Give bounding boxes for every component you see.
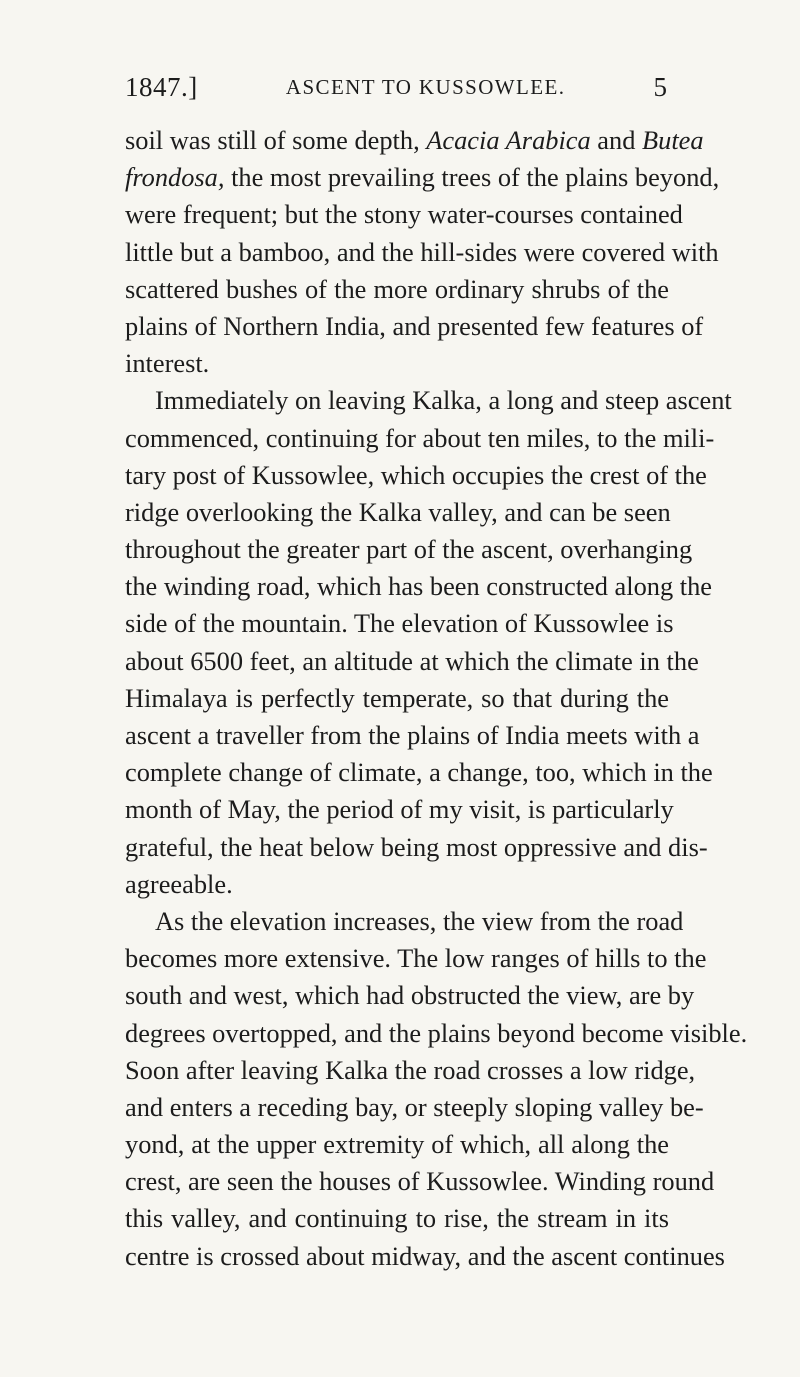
text-run: scattered bushes of the more ordinary shrubs of the: [125, 273, 669, 304]
body-text: [125, 122, 748, 1275]
text-line: [125, 196, 683, 233]
text-run: and enters a receding bay, or steeply sloping valley be-: [125, 1091, 704, 1122]
italic-text: Acacia Arabica: [426, 125, 591, 155]
text-run: crest, are seen the houses of Kussowlee. Winding round: [125, 1166, 715, 1197]
text-line: [125, 382, 732, 419]
text-line: [125, 568, 713, 605]
text-line: [125, 605, 674, 642]
italic-text: frondosa,: [125, 162, 225, 193]
text-line: [125, 643, 699, 680]
text-line: [125, 345, 669, 382]
text-run: month of May, the period of my visit, is particularly: [125, 794, 674, 825]
text-run: commenced, continuing for about ten miles, to the mili-: [125, 422, 715, 453]
text-run: tary post of Kussowlee, which occupies the crest of the: [125, 459, 707, 490]
text-line: [125, 234, 719, 271]
text-line: [125, 1052, 696, 1089]
text-run: grateful, the heat below being most oppressive and dis-: [125, 831, 708, 862]
text-run: becomes more extensive. The low ranges of hills to the: [125, 943, 707, 974]
text-run: agreeable.: [125, 868, 233, 899]
text-run: ascent a traveller from the plains of India meets with a: [125, 720, 700, 750]
text-line: [125, 308, 704, 345]
text-line: [125, 791, 674, 828]
text-line: [125, 866, 669, 903]
text-line: [125, 159, 720, 196]
text-run: interest.: [125, 348, 210, 379]
page-number: 5: [653, 72, 667, 102]
text-line: [125, 717, 700, 754]
text-run: soil was still of some depth,: [125, 125, 427, 155]
text-run: about 6500 feet, an altitude at which the climate in the: [125, 645, 699, 676]
text-line: [125, 1200, 669, 1237]
text-run: As the elevation increases, the view from the road: [155, 905, 684, 936]
text-run: throughout the greater part of the ascent, overhanging: [125, 534, 693, 565]
text-line: [125, 1126, 669, 1163]
text-line: [125, 531, 693, 568]
text-line: [125, 271, 669, 308]
text-run: plains of Northern India, and presented few features of: [125, 310, 704, 341]
text-line: [125, 940, 707, 977]
text-run: little but a bamboo, and the hill-sides were covered with: [125, 236, 719, 267]
text-line: [125, 1015, 748, 1052]
text-run: were frequent; but the stony water-courses contained: [125, 199, 683, 230]
text-run: side of the mountain. The elevation of Kussowlee is: [125, 608, 674, 639]
text-run: this valley, and continuing to rise, the stream in its: [125, 1203, 669, 1234]
text-run: and: [590, 125, 643, 155]
text-run: degrees overtopped, and the plains beyond become visible.: [125, 1017, 748, 1048]
text-run: south and west, which had obstructed the view, are by: [125, 980, 695, 1011]
header-year: 1847.]: [125, 72, 198, 102]
text-line: [125, 977, 695, 1014]
text-line: [125, 1089, 704, 1126]
text-line: [125, 829, 708, 866]
text-run: Himalaya is perfectly temperate, so that during the: [125, 682, 669, 713]
text-run: the most prevailing trees of the plains beyond,: [224, 162, 720, 193]
text-line: [125, 903, 684, 940]
text-run: Immediately on leaving Kalka, a long and steep ascent: [155, 385, 732, 416]
text-line: [125, 457, 707, 494]
header-title: ASCENT TO KUSSOWLEE.: [285, 75, 566, 99]
text-run: Soon after leaving Kalka the road crosses a low ridge,: [125, 1054, 696, 1085]
text-line: [125, 1163, 715, 1200]
text-line: [125, 494, 669, 531]
text-line: [125, 754, 713, 791]
italic-text: Butea: [642, 125, 704, 155]
text-line: [125, 420, 715, 457]
text-line: [125, 680, 669, 717]
text-run: ridge overlooking the Kalka valley, and can be seen: [125, 496, 671, 527]
text-run: yond, at the upper extremity of which, all along the: [125, 1129, 669, 1160]
text-run: the winding road, which has been constructed along the: [125, 571, 713, 602]
text-line: [125, 122, 704, 159]
text-line: [125, 1238, 725, 1275]
text-run: centre is crossed about midway, and the ascent continues: [125, 1240, 725, 1271]
text-run: complete change of climate, a change, too, which in the: [125, 757, 713, 788]
running-head: [125, 72, 667, 112]
